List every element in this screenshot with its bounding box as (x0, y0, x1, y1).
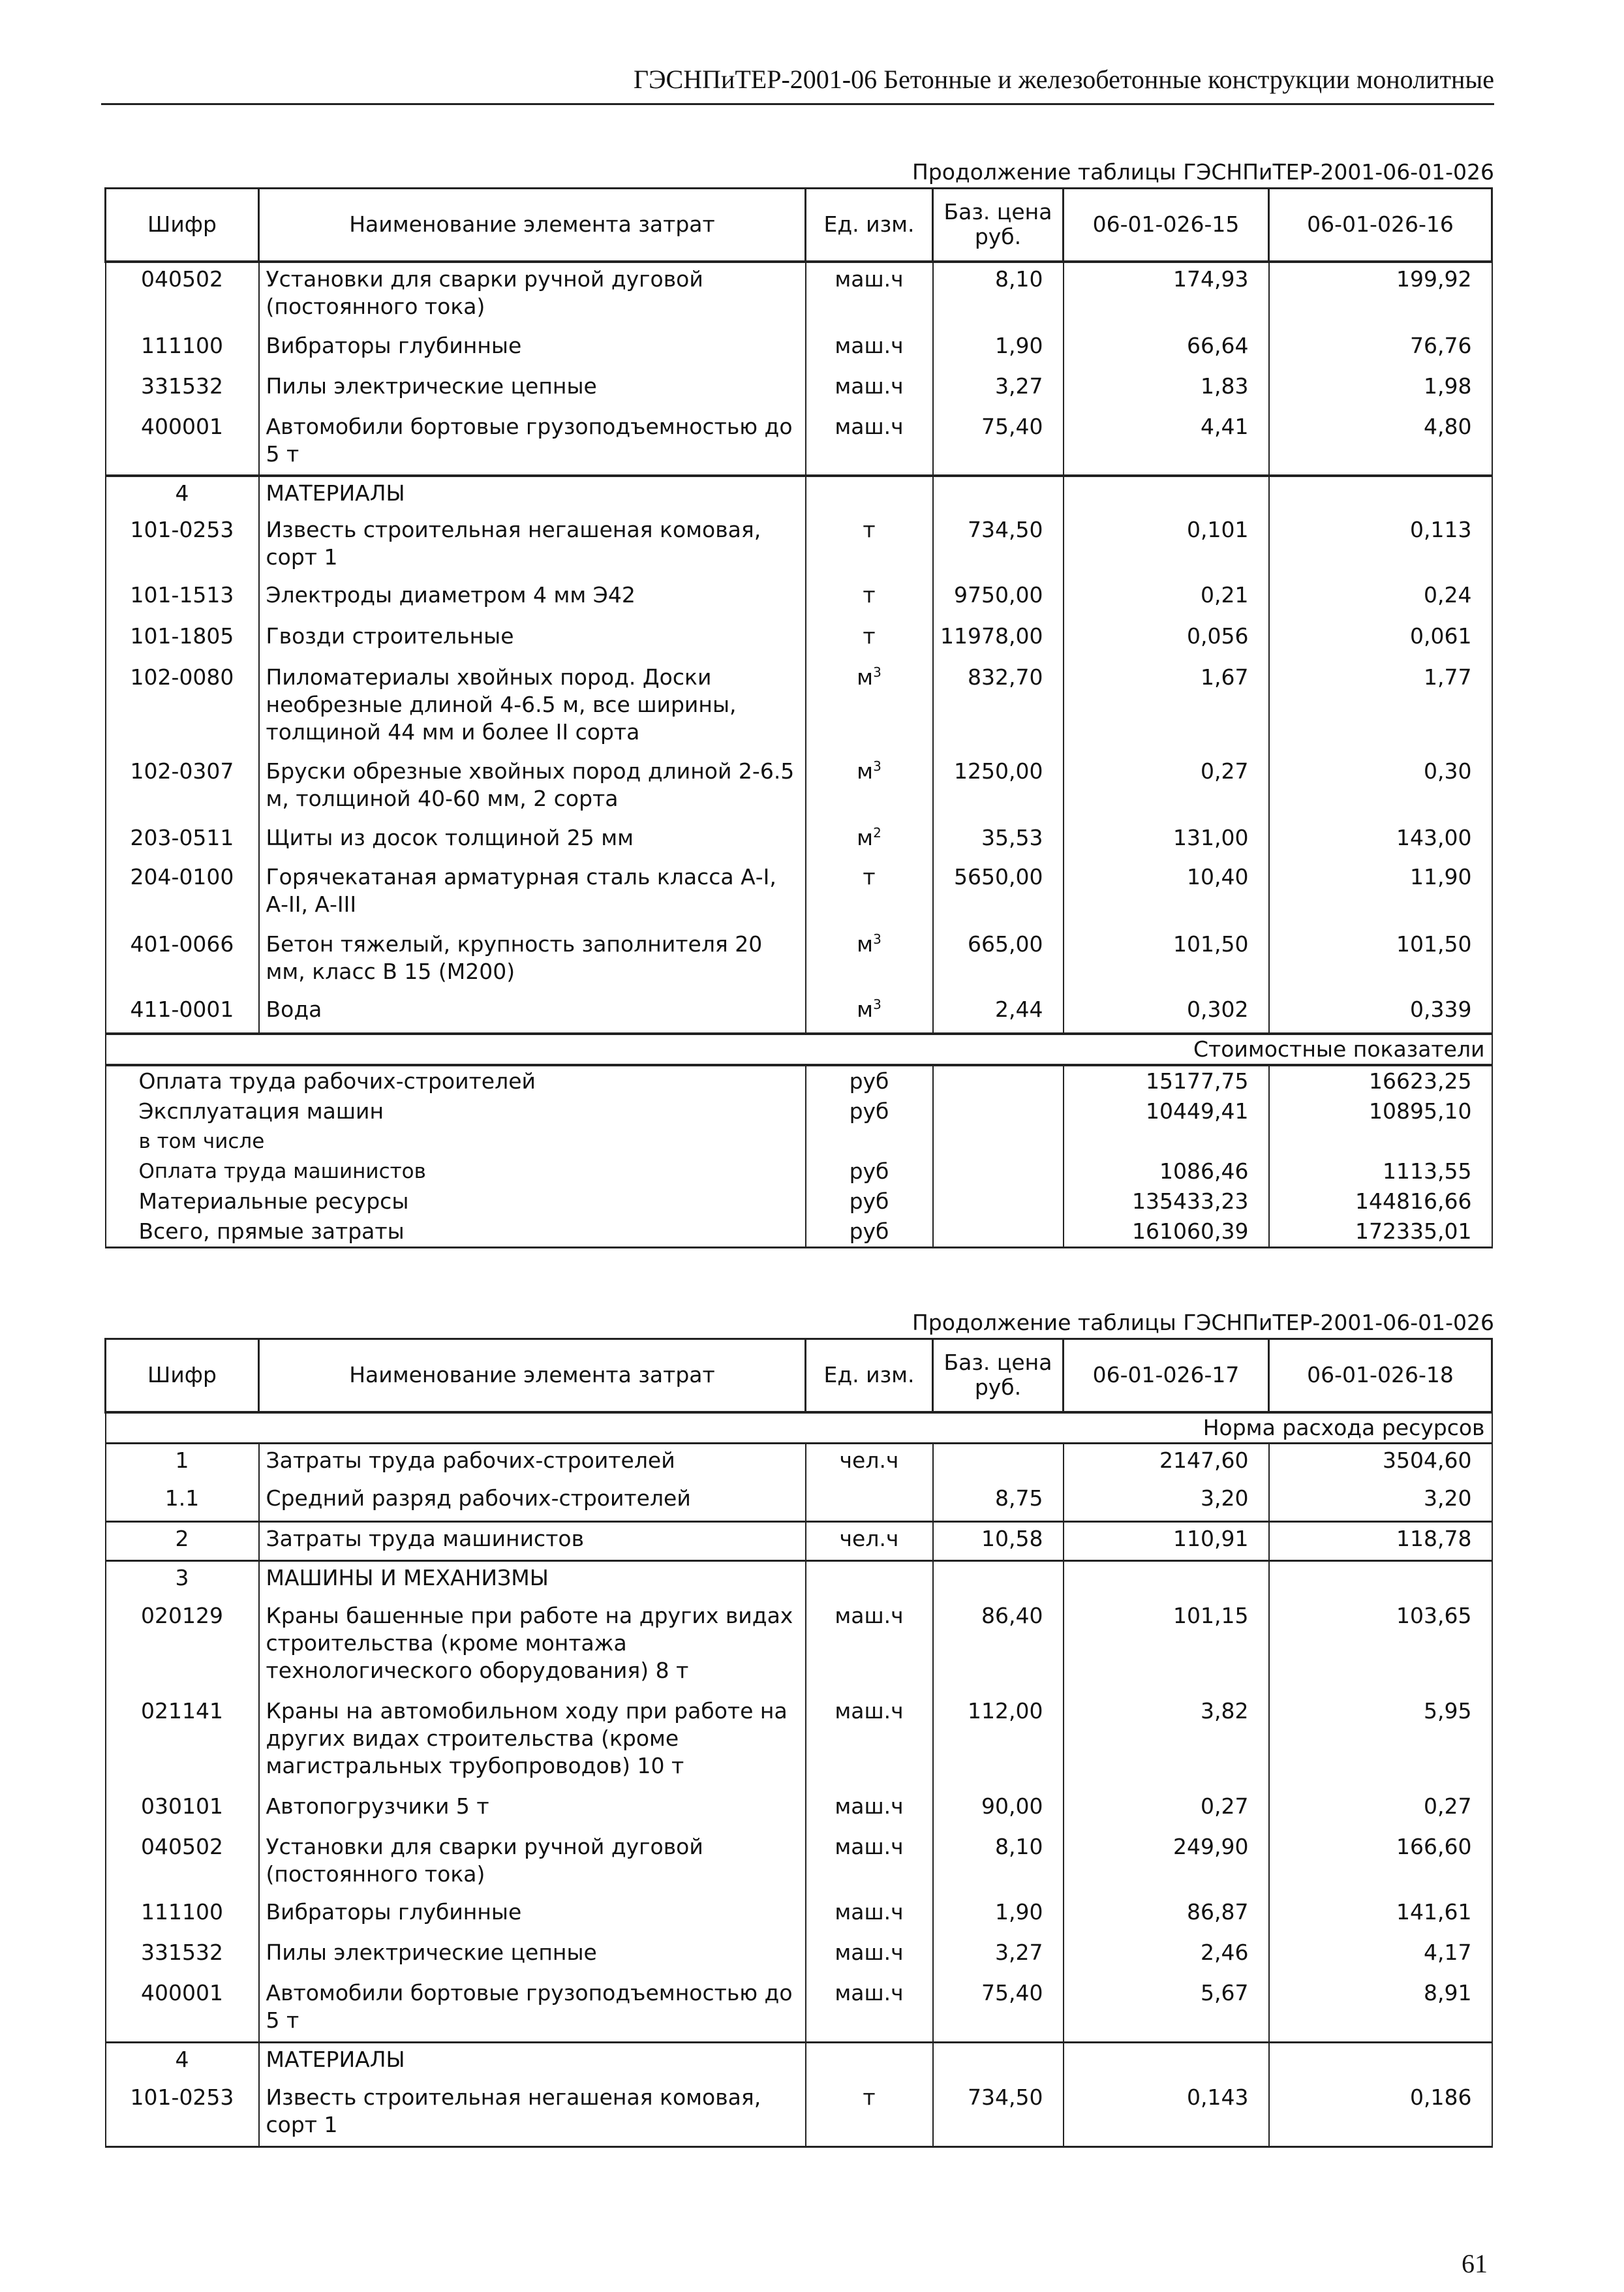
header-col1: 06-01-026-17 (1064, 1339, 1269, 1412)
row-code: 021141 (106, 1695, 259, 1790)
row-code: 101-1805 (106, 620, 259, 661)
table-row (106, 620, 1492, 661)
row-value2: 76,76 (1269, 330, 1492, 370)
unit-text: м (857, 824, 874, 850)
header-name: Наименование элемента затрат (259, 189, 806, 262)
row-name: Затраты труда машинистов (259, 1521, 806, 1560)
table-row (106, 1695, 1492, 1790)
total-value2: 144816,66 (1269, 1186, 1492, 1216)
row-value1: 0,27 (1064, 1790, 1269, 1831)
table-row (106, 1443, 1492, 1482)
row-code: 040502 (106, 1831, 259, 1896)
row-value1: 0,302 (1064, 993, 1269, 1034)
row-price: 86,40 (933, 1600, 1064, 1695)
row-code: 101-0253 (106, 514, 259, 579)
total-label: Оплата труда рабочих-строителей (106, 1065, 806, 1096)
header-col1: 06-01-026-15 (1064, 189, 1269, 262)
row-code: 2 (106, 1521, 259, 1560)
row-value2: 1,77 (1269, 661, 1492, 755)
row-value1: 0,143 (1064, 2081, 1269, 2146)
total-unit: руб (806, 1216, 933, 1248)
section-code: 4 (106, 2042, 259, 2081)
row-price (933, 1443, 1064, 1482)
table1-caption: Продолжение таблицы ГЭСНПиТЕР-2001-06-01-026 (912, 159, 1494, 185)
table-row (106, 514, 1492, 579)
row-value2: 141,61 (1269, 1896, 1492, 1936)
table1-header-row (106, 189, 1492, 262)
row-value1: 2,46 (1064, 1936, 1269, 1977)
row-value1: 3,82 (1064, 1695, 1269, 1790)
row-unit: т (806, 514, 933, 579)
table-row (106, 1600, 1492, 1695)
total-value1: 10449,41 (1064, 1096, 1269, 1126)
row-name: Бетон тяжелый, крупность заполнителя 20 мм, класс В 15 (М200) (259, 928, 806, 993)
unit-exponent: 3 (873, 996, 881, 1012)
table-row (106, 262, 1492, 330)
total-value1: 1086,46 (1064, 1156, 1269, 1186)
row-value2: 0,113 (1269, 514, 1492, 579)
row-name: Гвозди строительные (259, 620, 806, 661)
row-price: 10,58 (933, 1521, 1064, 1560)
row-price: 8,10 (933, 262, 1064, 330)
row-code: 401-0066 (106, 928, 259, 993)
section-code: 3 (106, 1560, 259, 1600)
row-code: 030101 (106, 1790, 259, 1831)
total-unit: руб (806, 1156, 933, 1186)
header-code: Шифр (106, 1339, 259, 1412)
row-price: 75,40 (933, 410, 1064, 476)
total-value2: 172335,01 (1269, 1216, 1492, 1248)
total-row (106, 1096, 1492, 1126)
page-number: 61 (1462, 2249, 1488, 2278)
row-code: 204-0100 (106, 861, 259, 928)
norm-heading: Норма расхода ресурсов (1203, 1414, 1485, 1440)
row-name: Известь строительная негашеная комовая, сорт 1 (259, 2081, 806, 2146)
row-value1: 101,15 (1064, 1600, 1269, 1695)
row-value2: 4,80 (1269, 410, 1492, 476)
row-value2: 1,98 (1269, 370, 1492, 410)
total-row (106, 1126, 1492, 1156)
total-value1: 15177,75 (1064, 1065, 1269, 1096)
row-unit: маш.ч (806, 1936, 933, 1977)
row-price: 665,00 (933, 928, 1064, 993)
row-code: 400001 (106, 1977, 259, 2042)
row-price: 734,50 (933, 2081, 1064, 2146)
table-row (106, 755, 1492, 822)
row-value2: 118,78 (1269, 1521, 1492, 1560)
row-value2: 199,92 (1269, 262, 1492, 330)
table-row (106, 661, 1492, 755)
table-row (106, 928, 1492, 993)
section-code: 4 (106, 476, 259, 514)
row-name: Известь строительная негашеная комовая, сорт 1 (259, 514, 806, 579)
row-value1: 249,90 (1064, 1831, 1269, 1896)
row-value2: 0,30 (1269, 755, 1492, 822)
row-price: 11978,00 (933, 620, 1064, 661)
total-label: Материальные ресурсы (106, 1186, 806, 1216)
row-value1: 1,67 (1064, 661, 1269, 755)
row-unit (806, 755, 933, 822)
row-name: Установки для сварки ручной дуговой (постоянного тока) (259, 262, 806, 330)
row-name: Автопогрузчики 5 т (259, 1790, 806, 1831)
section-title: МАШИНЫ И МЕХАНИЗМЫ (259, 1560, 806, 1600)
row-value2: 11,90 (1269, 861, 1492, 928)
row-value2: 0,186 (1269, 2081, 1492, 2146)
unit-text: м (857, 758, 874, 784)
table-row (106, 993, 1492, 1034)
section-row (106, 476, 1492, 514)
row-unit: маш.ч (806, 330, 933, 370)
row-value1: 10,40 (1064, 861, 1269, 928)
row-price: 112,00 (933, 1695, 1064, 1790)
header-price: Баз. цена руб. (933, 189, 1064, 262)
row-value1: 2147,60 (1064, 1443, 1269, 1482)
total-row (106, 1216, 1492, 1248)
row-unit: маш.ч (806, 1600, 933, 1695)
row-name: Пилы электрические цепные (259, 1936, 806, 1977)
row-name: Щиты из досок толщиной 25 мм (259, 822, 806, 861)
row-name: Вибраторы глубинные (259, 1896, 806, 1936)
row-price: 1,90 (933, 1896, 1064, 1936)
row-unit: т (806, 2081, 933, 2146)
row-value2: 0,24 (1269, 579, 1492, 620)
total-row (106, 1186, 1492, 1216)
section-row (106, 1560, 1492, 1600)
row-value1: 4,41 (1064, 410, 1269, 476)
header-col2: 06-01-026-16 (1269, 189, 1492, 262)
header-code: Шифр (106, 189, 259, 262)
row-unit: маш.ч (806, 1896, 933, 1936)
total-value2: 1113,55 (1269, 1156, 1492, 1186)
row-name: Краны на автомобильном ходу при работе на других видах строительства (кроме магистральных трубопроводов) 10 т (259, 1695, 806, 1790)
row-value1: 110,91 (1064, 1521, 1269, 1560)
table-row (106, 1831, 1492, 1896)
row-unit: т (806, 861, 933, 928)
row-value2: 8,91 (1269, 1977, 1492, 2042)
row-value2: 3504,60 (1269, 1443, 1492, 1482)
row-unit: чел.ч (806, 1521, 933, 1560)
total-value2: 10895,10 (1269, 1096, 1492, 1126)
total-row (106, 1065, 1492, 1096)
total-label: Оплата труда машинистов (106, 1156, 806, 1186)
row-unit (806, 993, 933, 1034)
row-price: 3,27 (933, 1936, 1064, 1977)
table-row (106, 1482, 1492, 1521)
total-value1: 135433,23 (1064, 1186, 1269, 1216)
row-unit (806, 1482, 933, 1521)
row-value1: 101,50 (1064, 928, 1269, 993)
row-value2: 0,27 (1269, 1790, 1492, 1831)
table-row (106, 1977, 1492, 2042)
row-name: Автомобили бортовые грузоподъемностью до 5 т (259, 1977, 806, 2042)
total-value2: 16623,25 (1269, 1065, 1492, 1096)
row-unit: маш.ч (806, 370, 933, 410)
unit-text: м (857, 931, 874, 957)
unit-exponent: 3 (873, 664, 881, 680)
row-code: 203-0511 (106, 822, 259, 861)
row-value2: 3,20 (1269, 1482, 1492, 1521)
row-value2: 0,061 (1269, 620, 1492, 661)
total-unit: руб (806, 1065, 933, 1096)
row-value1: 174,93 (1064, 262, 1269, 330)
table2 (104, 1338, 1493, 2148)
row-value2: 143,00 (1269, 822, 1492, 861)
row-price: 75,40 (933, 1977, 1064, 2042)
row-value2: 4,17 (1269, 1936, 1492, 1977)
row-unit (806, 928, 933, 993)
norm-heading-row (106, 1412, 1492, 1444)
total-label: в том числе (106, 1126, 806, 1156)
row-code: 1.1 (106, 1482, 259, 1521)
row-unit: маш.ч (806, 1790, 933, 1831)
row-unit: маш.ч (806, 1695, 933, 1790)
row-price: 3,27 (933, 370, 1064, 410)
table-row (106, 1790, 1492, 1831)
row-code: 102-0307 (106, 755, 259, 822)
total-label: Эксплуатация машин (106, 1096, 806, 1126)
total-unit: руб (806, 1186, 933, 1216)
row-price: 8,10 (933, 1831, 1064, 1896)
row-value1: 0,101 (1064, 514, 1269, 579)
total-unit: руб (806, 1096, 933, 1126)
row-name: Пиломатериалы хвойных пород. Доски необрезные длиной 4-6.5 м, все ширины, толщиной 44 мм и более II сорта (259, 661, 806, 755)
row-unit: т (806, 620, 933, 661)
unit-exponent: 2 (873, 824, 881, 841)
row-code: 040502 (106, 262, 259, 330)
row-name: Вибраторы глубинные (259, 330, 806, 370)
row-value1: 5,67 (1064, 1977, 1269, 2042)
section-title: МАТЕРИАЛЫ (259, 476, 806, 514)
row-code: 101-0253 (106, 2081, 259, 2146)
row-unit: т (806, 579, 933, 620)
row-value1: 66,64 (1064, 330, 1269, 370)
row-unit: чел.ч (806, 1443, 933, 1482)
table-row (106, 2081, 1492, 2146)
row-code: 331532 (106, 1936, 259, 1977)
table-row (106, 1936, 1492, 1977)
unit-text: м (857, 996, 874, 1022)
row-price: 2,44 (933, 993, 1064, 1034)
row-code: 400001 (106, 410, 259, 476)
unit-exponent: 3 (873, 758, 881, 774)
total-label: Всего, прямые затраты (106, 1216, 806, 1248)
row-value1: 131,00 (1064, 822, 1269, 861)
row-name: Автомобили бортовые грузоподъемностью до 5 т (259, 410, 806, 476)
row-code: 111100 (106, 330, 259, 370)
table2-header-row (106, 1339, 1492, 1412)
header-unit: Ед. изм. (806, 189, 933, 262)
row-name: Вода (259, 993, 806, 1034)
table-row (106, 579, 1492, 620)
row-name: Средний разряд рабочих-строителей (259, 1482, 806, 1521)
row-value1: 86,87 (1064, 1896, 1269, 1936)
row-unit: маш.ч (806, 262, 933, 330)
row-code: 1 (106, 1443, 259, 1482)
row-price: 35,53 (933, 822, 1064, 861)
row-price: 90,00 (933, 1790, 1064, 1831)
row-value1: 0,056 (1064, 620, 1269, 661)
row-unit: маш.ч (806, 410, 933, 476)
unit-text: м (857, 664, 874, 690)
row-price: 734,50 (933, 514, 1064, 579)
table-row (106, 330, 1492, 370)
row-code: 020129 (106, 1600, 259, 1695)
row-unit (806, 661, 933, 755)
row-value2: 5,95 (1269, 1695, 1492, 1790)
row-value2: 166,60 (1269, 1831, 1492, 1896)
row-price: 8,75 (933, 1482, 1064, 1521)
table-row (106, 410, 1492, 476)
table1 (104, 187, 1493, 1248)
section-title: МАТЕРИАЛЫ (259, 2042, 806, 2081)
unit-exponent: 3 (873, 931, 881, 947)
total-value1: 161060,39 (1064, 1216, 1269, 1248)
table-row (106, 1521, 1492, 1560)
row-name: Установки для сварки ручной дуговой (постоянного тока) (259, 1831, 806, 1896)
header-name: Наименование элемента затрат (259, 1339, 806, 1412)
row-price: 1250,00 (933, 755, 1064, 822)
row-code: 101-1513 (106, 579, 259, 620)
header-col2: 06-01-026-18 (1269, 1339, 1492, 1412)
row-code: 111100 (106, 1896, 259, 1936)
row-unit: маш.ч (806, 1977, 933, 2042)
cost-heading-row (106, 1034, 1492, 1065)
table-row (106, 370, 1492, 410)
header-unit: Ед. изм. (806, 1339, 933, 1412)
row-price: 5650,00 (933, 861, 1064, 928)
row-value1: 0,21 (1064, 579, 1269, 620)
row-value2: 101,50 (1269, 928, 1492, 993)
table-row (106, 861, 1492, 928)
row-code: 411-0001 (106, 993, 259, 1034)
row-name: Электроды диаметром 4 мм Э42 (259, 579, 806, 620)
total-row (106, 1156, 1492, 1186)
table-row (106, 1896, 1492, 1936)
row-name: Краны башенные при работе на других видах строительства (кроме монтажа технологического оборудования) 8 т (259, 1600, 806, 1695)
row-value2: 103,65 (1269, 1600, 1492, 1695)
cost-heading: Стоимостные показатели (1193, 1036, 1485, 1062)
running-header: ГЭСНПиТЕР-2001-06 Бетонные и железобетонные конструкции монолитные (101, 64, 1494, 105)
row-name: Бруски обрезные хвойных пород длиной 2-6.5 м, толщиной 40-60 мм, 2 сорта (259, 755, 806, 822)
row-code: 102-0080 (106, 661, 259, 755)
row-name: Пилы электрические цепные (259, 370, 806, 410)
row-name: Горячекатаная арматурная сталь класса А-I, А-II, А-III (259, 861, 806, 928)
row-unit (806, 822, 933, 861)
row-value1: 0,27 (1064, 755, 1269, 822)
row-unit: маш.ч (806, 1831, 933, 1896)
row-price: 9750,00 (933, 579, 1064, 620)
row-code: 331532 (106, 370, 259, 410)
row-value2: 0,339 (1269, 993, 1492, 1034)
table2-caption: Продолжение таблицы ГЭСНПиТЕР-2001-06-01-026 (912, 1310, 1494, 1335)
row-value1: 3,20 (1064, 1482, 1269, 1521)
row-price: 832,70 (933, 661, 1064, 755)
table-row (106, 822, 1492, 861)
row-name: Затраты труда рабочих-строителей (259, 1443, 806, 1482)
section-row (106, 2042, 1492, 2081)
row-price: 1,90 (933, 330, 1064, 370)
row-value1: 1,83 (1064, 370, 1269, 410)
header-price: Баз. цена руб. (933, 1339, 1064, 1412)
